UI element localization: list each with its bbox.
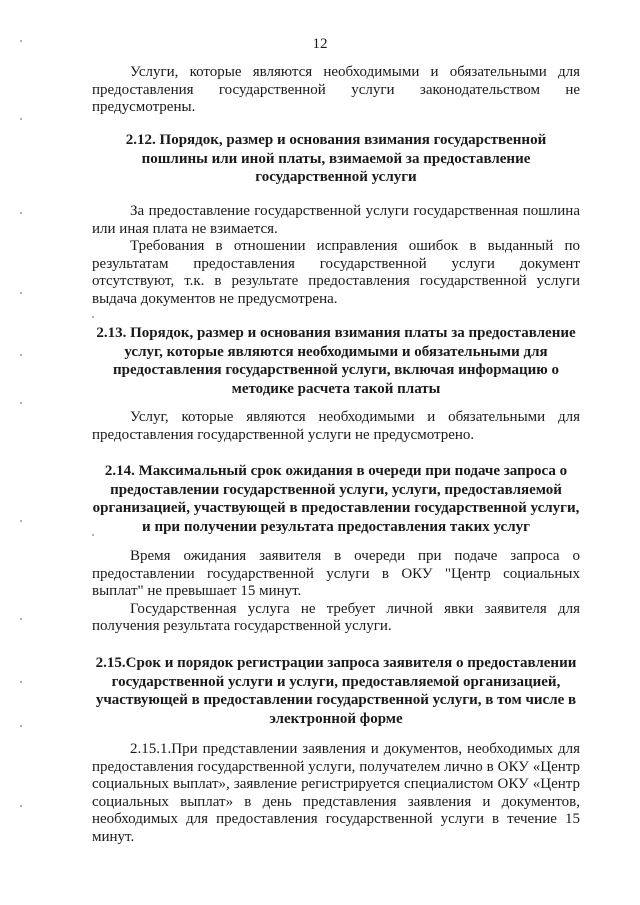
section-2-12-paragraph-1: За предоставление государственной услуги государственная пошлина или иная плата не взимается. <box>92 203 580 237</box>
page-number: 12 <box>312 36 328 52</box>
section-2-13-paragraph-1: Услуг, которые являются необходимыми и обязательными для предоставления государственной услуги не предусмотрено. <box>92 409 580 443</box>
scan-speck <box>20 354 22 356</box>
section-2-15-heading: 2.15.Срок и порядок регистрации запроса заявителя о предоставлении государственной услуги и услуги, предоставляемой организацией, участвующей в предоставлении государственной услуги, в том числе в электронной форме <box>95 655 577 727</box>
scan-speck <box>20 212 22 214</box>
section-2-14-body <box>92 548 580 636</box>
section-2-14-paragraph-2: Государственная услуга не требует личной явки заявителя для получения результата государственной услуги. <box>92 600 580 634</box>
scan-speck <box>20 618 22 620</box>
scan-speck <box>20 292 22 294</box>
section-2-15-body <box>92 741 580 846</box>
scan-speck <box>20 40 22 42</box>
scan-speck <box>20 805 22 807</box>
section-2-14-paragraph-1: Время ожидания заявителя в очереди при подаче запроса о предоставлении государственной услуги в ОКУ "Центр социальных выплат" не превышает 15 минут. <box>92 548 580 599</box>
section-2-14-heading: 2.14. Максимальный срок ожидания в очереди при подаче запроса о предоставлении государственной услуги, услуги, предоставляемой организацией, участвующей в предоставлении государственной услуги, и при получении результата предоставления таких услуг <box>92 463 580 535</box>
section-2-12-heading: 2.12. Порядок, размер и основания взимания государственной пошлины или иной платы, взимаемой за предоставление государственной услуги <box>125 132 547 185</box>
section-2-15-paragraph-1: 2.15.1.При представлении заявления и документов, необходимых для предоставления государственной услуги, получателем лично в ОКУ «Центр социальных выплат», заявление регистрируется специалистом ОКУ «Центр социальных выплат» в день представления заявления и документов, необходимых для предоставления государственной услуги в течение 15 минут. <box>92 741 580 845</box>
scan-speck <box>20 681 22 683</box>
section-2-13-body <box>92 409 580 444</box>
section-2-12-paragraph-2: Требования в отношении исправления ошибок в выданный по результатам предоставления государственной услуги документ отсутствуют, т.к. в результате предоставления государственной услуги выдача документов не предусмотрена. <box>92 238 580 307</box>
intro-paragraph: Услуги, которые являются необходимыми и обязательными для предоставления государственной услуги законодательством не предусмотрены. <box>92 64 580 115</box>
scan-speck <box>20 520 22 522</box>
scan-speck <box>20 118 22 120</box>
intro-block <box>92 64 580 117</box>
scan-speck <box>20 402 22 404</box>
scan-speck <box>20 725 22 727</box>
section-2-13-heading: 2.13. Порядок, размер и основания взимания платы за предоставление услуг, которые являются необходимыми и обязательными для предоставления государственной услуги, включая информацию о методике расчета такой платы <box>96 325 576 397</box>
scan-speck <box>92 316 94 318</box>
section-2-12-body <box>92 203 580 308</box>
scan-speck <box>92 534 94 536</box>
